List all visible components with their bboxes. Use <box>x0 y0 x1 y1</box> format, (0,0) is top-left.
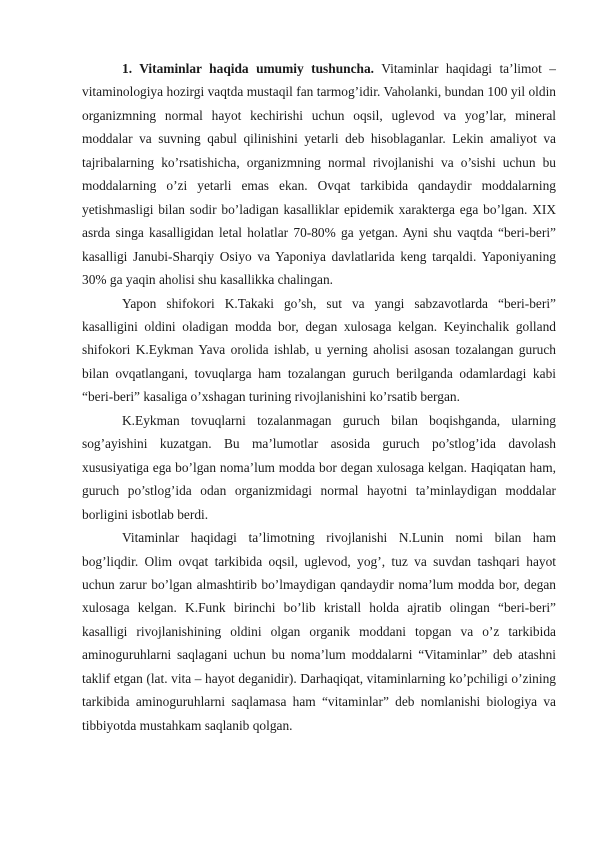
section-heading: 1. Vitaminlar haqida umumiy tushuncha. <box>122 61 375 76</box>
paragraph-1 <box>82 57 556 292</box>
document-body <box>82 57 556 737</box>
paragraph-1-text: Vitaminlar haqidagi ta’limot – vitaminologiya hozirgi vaqtda mustaqil fan tarmog’idir. Vaholanki, bundan 100 yil oldin organizmning normal hayot kechirishi uchun oqsil, uglevod va yog’lar, mineral moddalar va suvning qabul qilinishini yetarli deb hisoblaganlar. Lekin amaliyot va tajribalarning ko’rsatishicha, organizmning normal rivojlanishi va o’sishi uchun bu moddalarning o’zi yetarli emas ekan. Ovqat tarkibida qandaydir moddalarning yetishmasligi bilan sodir bo’ladigan kasalliklar epidemik xarakterga ega bo’lgan. XIX asrda singa kasalligidan letal holatlar 70-80% ga yetgan. Ayni shu vaqtda “beri-beri” kasalligi Janubi-Sharqiy Osiyo va Yaponiya davlatlarida keng tarqaldi. Yaponiyaning 30% ga yaqin aholisi shu kasallikka chalingan. <box>82 61 556 288</box>
paragraph-3: K.Eykman tovuqlarni tozalanmagan guruch bilan boqishganda, ularning sog’ayishini kuzatgan. Bu ma’lumotlar asosida guruch po’stlog’ida davolash xususiyatiga ega bo’lgan noma’lum modda bor degan xulosaga kelgan. Haqiqatan ham, guruch po’stlog’ida odan organizmidagi normal hayotni ta’minlaydigan moddalar borligini isbotlab berdi. <box>82 412 556 522</box>
paragraph-4: Vitaminlar haqidagi ta’limotning rivojlanishi N.Lunin nomi bilan ham bog’liqdir. Olim ovqat tarkibida oqsil, uglevod, yog’, tuz va suvdan tashqari hayot uchun zarur bo’lgan almashtirib bo’lmaydigan qandaydir noma’lum modda bor, degan xulosaga kelgan. K.Funk birinchi bo’lib kristall holda ajratib olingan “beri-beri” kasalligi rivojlanishining oldini olgan organik moddani topgan va o’z tarkibida aminoguruhlarni saqlagani uchun bu noma’lum moddalarni “Vitaminlar” deb atashni taklif etgan (lat. vita – hayot deganidir). Darhaqiqat, vitaminlarning ko’pchiligi o’zining tarkibida aminoguruhlarni saqlamasa ham “vitaminlar” deb nomlanishi biologiya va tibbiyotda mustahkam saqlanib qolgan. <box>82 530 556 733</box>
paragraph-2: Yapon shifokori K.Takaki go’sh, sut va yangi sabzavotlarda “beri-beri” kasalligini oldini oladigan modda bor, degan xulosaga kelgan. Keyinchalik golland shifokori K.Eykman Yava orolida ishlab, u yerning aholisi asosan tozalangan guruch bilan ovqatlangani, tovuqlarga ham tozalangan guruch berilganda odamlardagi kabi “beri-beri” kasaliga o’xshagan turining rivojlanishini ko’rsatib bergan. <box>82 295 556 405</box>
